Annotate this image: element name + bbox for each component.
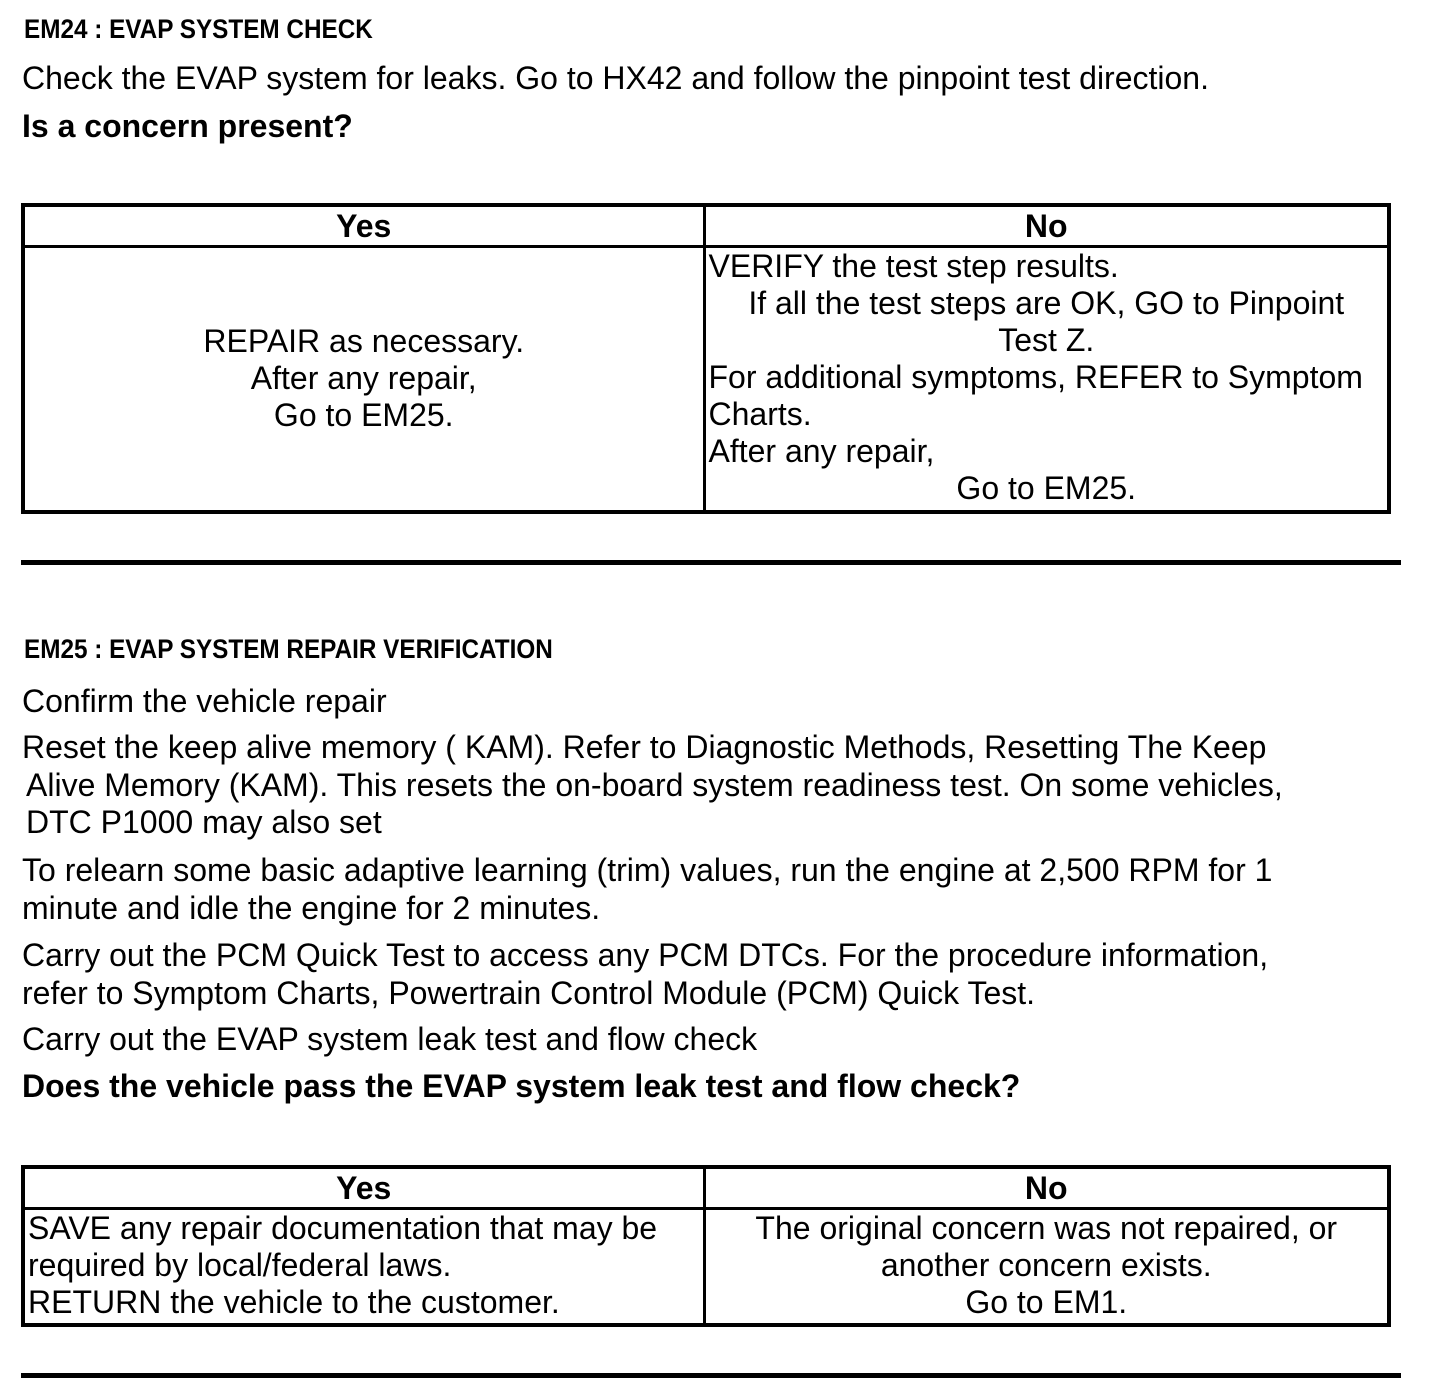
em25-no-header: No [704, 1167, 1389, 1209]
em25-step-4-line-1: Carry out the PCM Quick Test to access any PCM DTCs. For the procedure information, [22, 937, 1269, 973]
em25-step-3-line-1: To relearn some basic adaptive learning (trim) values, run the engine at 2,500 RPM for 1 [22, 852, 1273, 888]
em25-yes-header: Yes [23, 1167, 704, 1209]
em24-no-line: After any repair, [708, 433, 935, 469]
em24-no-cell [704, 247, 1389, 512]
em25-answer-table [21, 1165, 1391, 1327]
em24-yes-line: Go to EM25. [273, 397, 454, 434]
em25-step-5: Carry out the EVAP system leak test and flow check [22, 1021, 758, 1057]
em25-yes-line: required by local/federal laws. [28, 1247, 452, 1283]
em24-no-line: VERIFY the test step results. [708, 248, 1119, 284]
em24-no-line: Charts. [708, 396, 812, 432]
em25-step-2-line-1: Reset the keep alive memory ( KAM). Refer to Diagnostic Methods, Resetting The Keep [22, 729, 1267, 765]
bottom-divider [21, 1373, 1401, 1378]
em24-yes-line: REPAIR as necessary. [203, 323, 525, 360]
em25-yes-line: SAVE any repair documentation that may be [28, 1210, 658, 1246]
section-divider [21, 560, 1401, 565]
em25-question: Does the vehicle pass the EVAP system leak test and flow check? [22, 1068, 1021, 1104]
em24-question: Is a concern present? [22, 108, 353, 144]
em24-no-line: If all the test steps are OK, GO to Pinpoint [748, 285, 1345, 321]
em24-yes-line: After any repair, [250, 360, 477, 397]
em25-no-line: Go to EM1. [965, 1284, 1128, 1320]
em24-no-line: Go to EM25. [956, 470, 1137, 506]
em25-title: EM25 : EVAP SYSTEM REPAIR VERIFICATION [24, 634, 553, 664]
em25-no-line: The original concern was not repaired, or [755, 1210, 1338, 1246]
em24-yes-cell [23, 247, 704, 512]
em25-step-2-line-3: DTC P1000 may also set [26, 804, 382, 840]
em24-no-line: For additional symptoms, REFER to Symptom [708, 359, 1363, 395]
em24-title: EM24 : EVAP SYSTEM CHECK [24, 14, 373, 44]
em25-no-line: another concern exists. [880, 1247, 1212, 1283]
em25-yes-cell [23, 1209, 704, 1325]
em25-yes-line: RETURN the vehicle to the customer. [28, 1284, 560, 1320]
em25-step-4-line-2: refer to Symptom Charts, Powertrain Control Module (PCM) Quick Test. [22, 975, 1036, 1011]
em25-step-1: Confirm the vehicle repair [22, 683, 387, 719]
em24-no-line: Test Z. [998, 322, 1095, 358]
em25-step-3-line-2: minute and idle the engine for 2 minutes. [22, 890, 601, 926]
em24-no-header: No [704, 205, 1389, 247]
em25-no-cell [704, 1209, 1389, 1325]
em24-yes-header: Yes [23, 205, 704, 247]
em25-step-2-line-2: Alive Memory (KAM). This resets the on-board system readiness test. On some vehicles, [26, 767, 1283, 803]
em24-instruction: Check the EVAP system for leaks. Go to HX42 and follow the pinpoint test direction. [22, 60, 1209, 96]
em24-answer-table [21, 203, 1391, 514]
